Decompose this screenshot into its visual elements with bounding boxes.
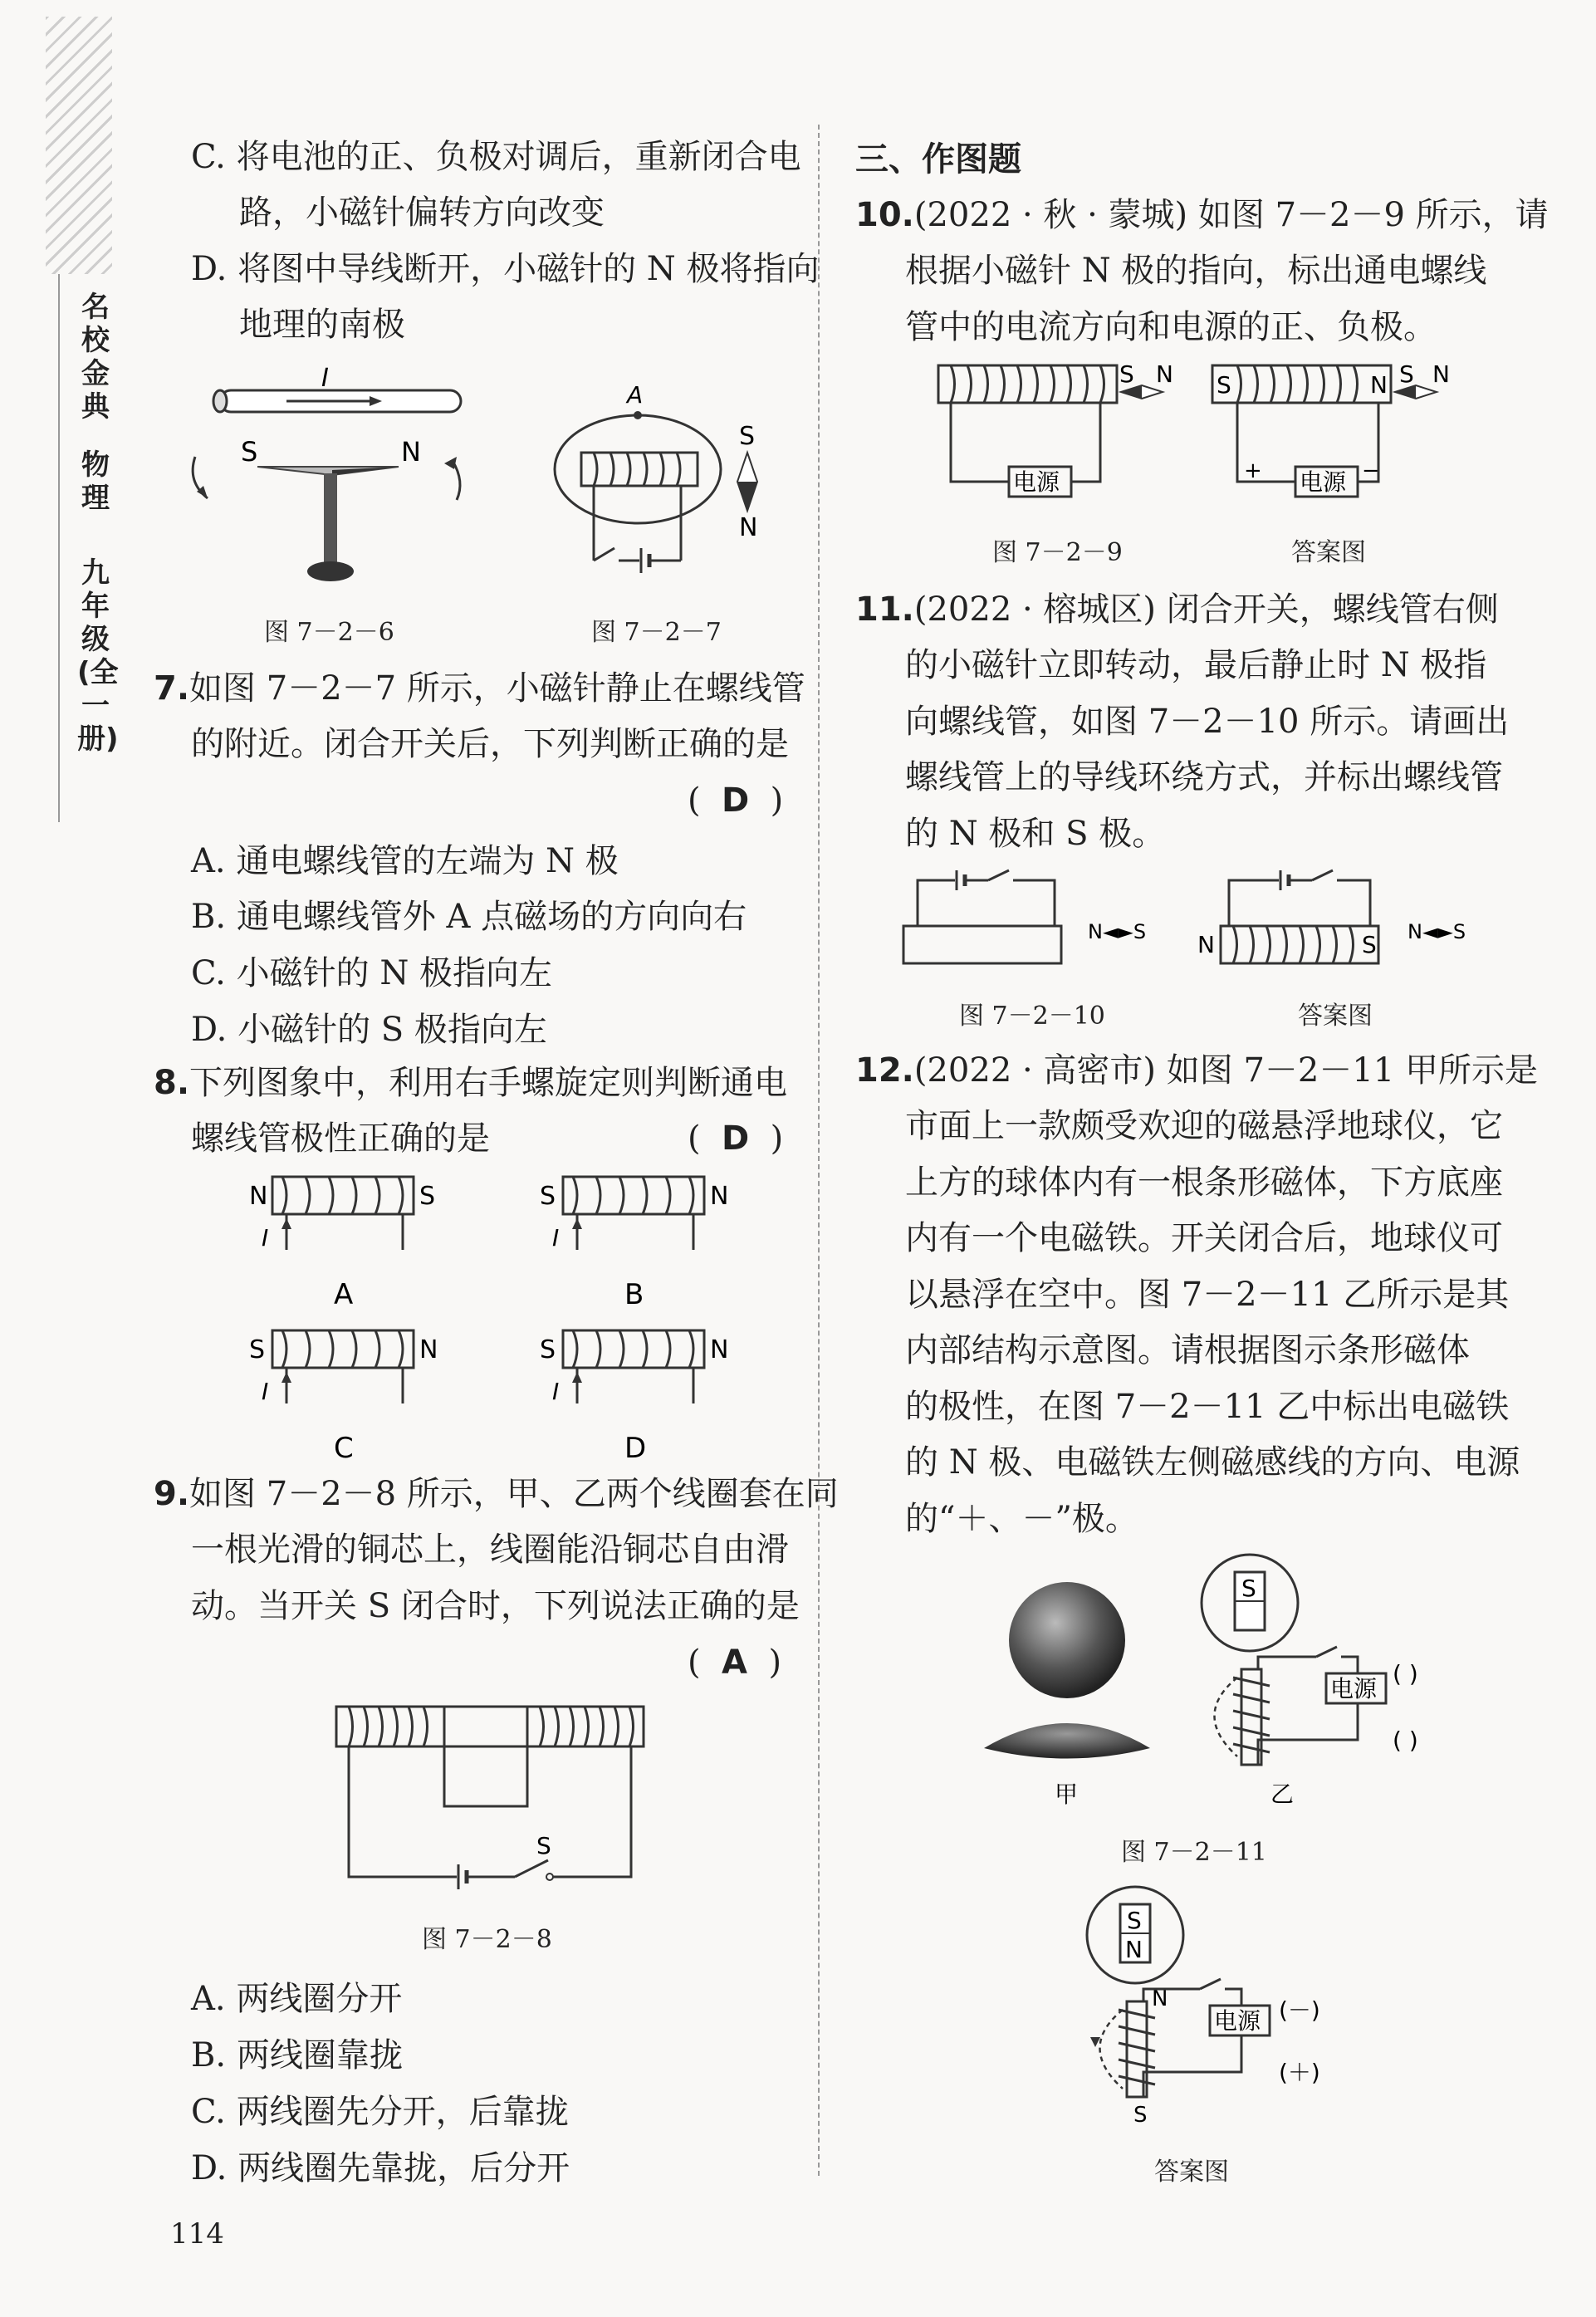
- sidebar-grade: 九年级(全一册): [77, 556, 119, 756]
- q7-answer: ( D ): [688, 781, 784, 820]
- q8-question-line2: 螺线管极性正确的是: [191, 1119, 490, 1158]
- figure-7-2-7: [548, 378, 781, 585]
- fig7-n-label: N: [739, 513, 758, 542]
- fig9-answer-minus: −: [1362, 458, 1380, 483]
- q12-line2: 市面上一款颇受欢迎的磁悬浮地球仪，它: [905, 1107, 1503, 1145]
- fig7-point-label: A: [627, 381, 644, 409]
- q9-option-b: B. 两线圈靠拢: [191, 2036, 403, 2075]
- q8-figure-b: [531, 1167, 747, 1312]
- q8-fig-left-pole: N: [249, 1182, 268, 1211]
- q7-option-a: A. 通电螺线管的左端为 N 极: [191, 842, 619, 880]
- figure-7-2-11: [967, 1549, 1466, 1823]
- q12-line8: 的 N 极、电磁铁左侧磁感线的方向、电源: [905, 1443, 1520, 1482]
- fig8-caption: 图 7－2－8: [422, 1925, 552, 1954]
- q8-fig-left-pole: S: [540, 1335, 556, 1364]
- q8-fig-right-pole: N: [710, 1182, 729, 1211]
- fig9-n-label: N: [1156, 360, 1173, 388]
- q11-line4: 螺线管上的导线环绕方式，并标出螺线管: [905, 758, 1503, 796]
- q9-option-a: A. 两线圈分开: [191, 1980, 403, 2018]
- q12-line9: 的“＋、－”极。: [905, 1500, 1138, 1538]
- q8-fig-current: I: [552, 1378, 560, 1405]
- q7-option-d: D. 小磁针的 S 极指向左: [191, 1011, 547, 1049]
- fig9-caption: 图 7－2－9: [992, 538, 1123, 567]
- q11-line2: 的小磁针立即转动，最后静止时 N 极指: [905, 646, 1487, 684]
- q9-answer: ( A ): [688, 1643, 782, 1682]
- q8-fig-current: I: [552, 1224, 560, 1252]
- q10-line2: 根据小磁针 N 极的指向，标出通电螺线: [905, 252, 1487, 290]
- fig11-magnet-s: S: [1241, 1575, 1256, 1602]
- fig7-s-label: S: [739, 422, 756, 451]
- q8-fig-right-pole: N: [419, 1335, 438, 1364]
- q11-line3: 向螺线管，如图 7－2－10 所示。请画出: [905, 703, 1510, 741]
- fig10-answer-s: S: [1362, 931, 1377, 958]
- fig10-answer-needle: N◄►S: [1408, 920, 1466, 943]
- fig11-answer-plus: (＋): [1279, 2059, 1320, 2086]
- q9-question-line3: 动。当开关 S 闭合时，下列说法正确的是: [191, 1587, 800, 1625]
- fig9-s-label: S: [1119, 360, 1134, 388]
- q8-fig-left-pole: S: [540, 1182, 556, 1211]
- q8-fig-left-pole: S: [249, 1335, 266, 1364]
- figure-7-2-9: [930, 357, 1511, 515]
- fig11-jia-label: 甲: [1055, 1781, 1079, 1808]
- fig11-answer-magnet-s: S: [1127, 1907, 1142, 1934]
- q8-fig-label: D: [624, 1432, 647, 1465]
- fig11-answer-coil-n: N: [1152, 1986, 1168, 2011]
- fig11-answer-coil-s: S: [1133, 2103, 1148, 2128]
- fig11-answer-minus: (－): [1279, 1996, 1320, 2024]
- fig10-answer-n: N: [1197, 931, 1215, 958]
- q12-line6: 内部结构示意图。请根据图示条形磁体: [905, 1331, 1470, 1369]
- fig9-answer-source: 电源: [1300, 468, 1347, 496]
- q7-option-b: B. 通电螺线管外 A 点磁场的方向向右: [191, 898, 747, 936]
- fig11-blank-bottom: ( ): [1393, 1727, 1418, 1754]
- q8-answer: ( D ): [688, 1119, 784, 1158]
- q8-figure-d: [531, 1320, 747, 1466]
- page-number: 114: [170, 2217, 224, 2251]
- fig11-blank-top: ( ): [1393, 1660, 1418, 1688]
- fig9-answer-n-coil: N: [1370, 371, 1388, 399]
- q8-fig-current: I: [262, 1378, 269, 1405]
- q11-line5: 的 N 极和 S 极。: [905, 815, 1166, 853]
- fig9-answer-s-needle: S: [1399, 360, 1414, 388]
- fig11-answer-caption: 答案图: [1154, 2158, 1229, 2187]
- q8-fig-right-pole: N: [710, 1335, 729, 1364]
- sidebar-rule: [58, 274, 60, 822]
- fig6-n-label: N: [401, 436, 421, 468]
- fig9-answer-caption: 答案图: [1291, 538, 1366, 567]
- sidebar-subject: 物理: [81, 448, 110, 515]
- column-divider: [818, 125, 820, 2176]
- sidebar-book: 名校金典: [81, 291, 110, 424]
- q8-question: 8.下列图象中，利用右手螺旋定则判断通电: [154, 1064, 788, 1102]
- section-title: 三、作图题: [855, 140, 1021, 179]
- fig11-source-label: 电源: [1330, 1675, 1378, 1702]
- q12-question: 12.(2022 · 高密市) 如图 7－2－11 甲所示是: [855, 1051, 1538, 1090]
- q8-fig-label: C: [334, 1432, 354, 1465]
- q7-question-line2: 的附近。闭合开关后，下列判断正确的是: [191, 725, 789, 763]
- q12-line4: 内有一个电磁铁。开关闭合后，地球仪可: [905, 1219, 1503, 1257]
- q12-line5: 以悬浮在空中。图 7－2－11 乙所示是其: [905, 1276, 1510, 1314]
- fig8-switch-label: S: [536, 1832, 551, 1859]
- q6-option-d-line1: D. 将图中导线断开，小磁针的 N 极将指向: [191, 250, 820, 288]
- fig9-answer-s-label: S: [1217, 371, 1231, 399]
- fig10-answer-caption: 答案图: [1298, 1002, 1373, 1031]
- fig9-answer-n-needle: N: [1432, 360, 1450, 388]
- q8-figure-c: [241, 1320, 457, 1466]
- q6-option-c-line2: 路，小磁针偏转方向改变: [239, 193, 605, 232]
- q8-fig-current: I: [262, 1224, 269, 1252]
- q6-option-d-line2: 地理的南极: [239, 306, 405, 344]
- q6-option-c-line1: C. 将电池的正、负极对调后，重新闭合电: [191, 138, 801, 176]
- figure-7-2-8: [332, 1702, 648, 1902]
- fig9-source-label: 电源: [1013, 468, 1060, 496]
- fig9-answer-plus: +: [1244, 458, 1262, 483]
- fig7-caption: 图 7－2－7: [591, 618, 722, 647]
- fig6-s-label: S: [241, 436, 258, 468]
- fig6-caption: 图 7－2－6: [264, 618, 394, 647]
- sidebar-stripes: [46, 17, 112, 274]
- q8-fig-label: A: [334, 1278, 354, 1311]
- q10-question: 10.(2022 · 秋 · 蒙城) 如图 7－2－9 所示，请: [855, 196, 1549, 234]
- q8-fig-label: B: [624, 1278, 644, 1311]
- q9-question: 9.如图 7－2－8 所示，甲、乙两个线圈套在同: [154, 1475, 839, 1513]
- fig10-needle: N◄►S: [1088, 920, 1147, 943]
- q7-question: 7.如图 7－2－7 所示，小磁针静止在螺线管: [154, 669, 805, 708]
- fig11-answer-magnet-n: N: [1125, 1936, 1143, 1963]
- q11-question: 11.(2022 · 榕城区) 闭合开关，螺线管右侧: [855, 590, 1499, 629]
- q8-fig-right-pole: S: [419, 1182, 436, 1211]
- q12-line7: 的极性，在图 7－2－11 乙中标出电磁铁: [905, 1388, 1510, 1426]
- q9-option-c: C. 两线圈先分开，后靠拢: [191, 2093, 569, 2131]
- fig6-current-label: I: [321, 364, 329, 393]
- q9-option-d: D. 两线圈先靠拢，后分开: [191, 2149, 570, 2187]
- q12-line3: 上方的球体内有一根条形磁体，下方底座: [905, 1163, 1503, 1202]
- fig11-yi-label: 乙: [1270, 1781, 1295, 1808]
- figure-7-2-10: [897, 864, 1503, 980]
- q8-figure-a: [241, 1167, 457, 1312]
- q10-line3: 管中的电流方向和电源的正、负极。: [905, 308, 1437, 346]
- figure-7-2-6: [179, 357, 486, 598]
- fig11-caption: 图 7－2－11: [1121, 1838, 1267, 1867]
- figure-7-2-11-answer: [1084, 1881, 1366, 2138]
- fig11-answer-source: 电源: [1214, 2007, 1261, 2035]
- q7-option-c: C. 小磁针的 N 极指向左: [191, 954, 553, 992]
- fig10-caption: 图 7－2－10: [959, 1002, 1105, 1031]
- q9-question-line2: 一根光滑的铜芯上，线圈能沿铜芯自由滑: [191, 1531, 789, 1569]
